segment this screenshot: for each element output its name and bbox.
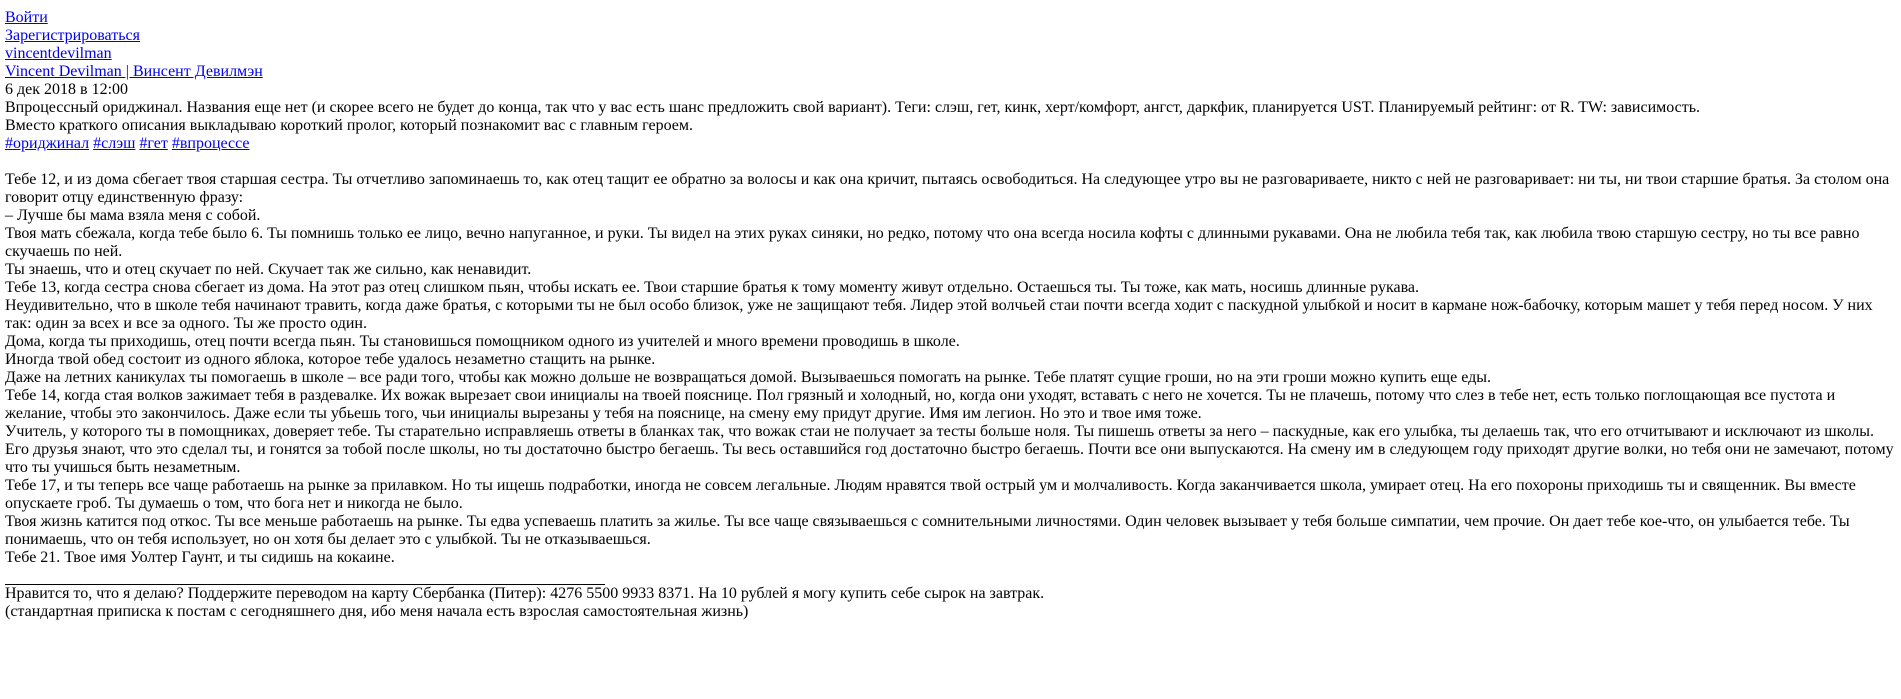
spacer <box>5 153 1895 171</box>
post-paragraph: Учитель, у которого ты в помощниках, доверяет тебе. Ты старательно исправляешь ответы в бланках так, что вожак стаи не получает за тесты больше ноля. Ты пишешь ответы за него – паскудные, как его улыбка, ты делаешь так, что его отчитывают и исключают из школы. Его друзья знают, что это сделал ты, и гонятся за тобой после школы, но ты достаточно быстро бегаешь. Ты весь оставшийся год достаточно быстро бегаешь. Почти все они выпускаются. На смену им в следующем году приходят другие волки, но тебя они не замечают, потому что ты учишься быть незаметным. <box>5 423 1894 476</box>
post-paragraph: Тебе 17, и ты теперь все чаще работаешь на рынке за прилавком. Но ты ищешь подработки, иногда не совсем легальные. Людям нравятся твой острый ум и молчаливость. Когда заканчивается школа, умирает отец. На его похороны приходишь ты и священник. Вы вместе опускаете гроб. Ты думаешь о том, что бога нет и никогда не было. <box>5 477 1856 512</box>
post-paragraph: Даже на летних каникулах ты помогаешь в школе – все ради того, чтобы как можно дольше не возвращаться домой. Вызываешься помогать на рынке. Тебе платят сущие гроши, но на эти гроши можно купить еще еды. <box>5 369 1491 386</box>
post-paragraph: – Лучше бы мама взяла меня с собой. <box>5 207 261 224</box>
post-intro-prologue: Вместо краткого описания выкладываю короткий пролог, который познакомит вас с главным героем. <box>5 117 694 134</box>
post-paragraph: Тебе 13, когда сестра снова сбегает из дома. На этот раз отец слишком пьян, чтобы искать ее. Твои старшие братья к тому моменту живут отдельно. Остаешься ты. Ты тоже, как мать, носишь длинные рукава. <box>5 279 1420 296</box>
donation-note: Нравится то, что я делаю? Поддержите переводом на карту Сбербанка (Питер): 4276 5500 9933 8371. На 10 рублей я могу купить себе сырок на завтрак. <box>5 585 1045 602</box>
author-display-name-link[interactable]: Vincent Devilman | Винсент Девилмэн <box>5 63 263 80</box>
author-username-link[interactable]: vincentdevilman <box>5 45 112 62</box>
register-link[interactable]: Зарегистрироваться <box>5 27 140 44</box>
post-paragraph: Ты знаешь, что и отец скучает по ней. Скучает так же сильно, как ненавидит. <box>5 261 532 278</box>
post-paragraph: Твоя мать сбежала, когда тебе было 6. Ты помнишь только ее лицо, вечно напуганное, и руки. Ты видел на этих руках синяки, но редко, потому что она всегда носила кофты с длинными рукавами. Она не любила тебя так, как любила твою старшую сестру, но ты все равно скучаешь по ней. <box>5 225 1860 260</box>
post-paragraph: Твоя жизнь катится под откос. Ты все меньше работаешь на рынке. Ты едва успеваешь платить за жилье. Ты все чаще связываешься с сомнительными личностями. Один человек вызывает у тебя больше симпатии, чем прочие. Он дает тебе кое-что, он улыбается тебе. Ты понимаешь, что он тебя использует, но он хотя бы делает это с улыбкой. Ты не отказываешься. <box>5 513 1850 548</box>
post-paragraph: Тебе 21. Твое имя Уолтер Гаунт, и ты сидишь на кокаине. <box>5 549 395 566</box>
tag-list <box>5 135 1895 153</box>
login-link[interactable]: Войти <box>5 9 48 26</box>
post-paragraph: Тебе 12, и из дома сбегает твоя старшая сестра. Ты отчетливо запоминаешь то, как отец тащит ее обратно за волосы и как она кричит, пытаясь освободиться. На следующее утро вы не разговариваете, никто с ней не разговаривает: ни ты, ни твои старшие братья. За столом она говорит отцу единственную фразу: <box>5 171 1890 206</box>
tag-link-slash[interactable]: #слэш <box>93 135 136 152</box>
post-paragraph: Тебе 14, когда стая волков зажимает тебя в раздевалке. Их вожак вырезает свои инициалы на твоей пояснице. Пол грязный и холодный, но, когда они уходят, вставать с него не хочется. Ты не плачешь, потому что слез в тебе нет, есть только поглощающая все пустота и желание, чтобы это закончилось. Даже если ты убьешь того, чьи инициалы вырезаны у тебя на пояснице, на смену ему придут другие. Имя им легион. Но это и твое имя тоже. <box>5 387 1836 422</box>
page <box>5 9 1895 621</box>
tag-link-het[interactable]: #гет <box>139 135 168 152</box>
post-paragraph: Дома, когда ты приходишь, отец почти всегда пьян. Ты становишься помощником одного из учителей и много времени проводишь в школе. <box>5 333 960 350</box>
tag-link-in-progress[interactable]: #впроцессе <box>171 135 250 152</box>
post-date: 6 дек 2018 в 12:00 <box>5 81 129 98</box>
post-paragraph: Неудивительно, что в школе тебя начинают травить, когда даже братья, с которыми ты не был особо близок, уже не защищают тебя. Лидер этой волчьей стаи почти всегда ходит с паскудной улыбкой и носит в кармане нож-бабочку, которым машет у тебя перед носом. У них так: один за всех и все за одного. Ты же просто один. <box>5 297 1873 332</box>
tag-link-original[interactable]: #ориджинал <box>5 135 90 152</box>
post-body <box>5 171 1895 567</box>
post-paragraph: Иногда твой обед состоит из одного яблока, которое тебе удалось незаметно стащить на рынке. <box>5 351 656 368</box>
donation-disclaimer: (стандартная приписка к постам с сегодняшнего дня, ибо меня начала есть взрослая самостоятельная жизнь) <box>5 603 749 620</box>
post-intro: Впроцессный ориджинал. Названия еще нет (и скорее всего не будет до конца, так что у вас есть шанс предложить свой вариант). Теги: слэш, гет, кинк, херт/комфорт, ангст, даркфик, планируется UST. Планируемый рейтинг: от R. TW: зависимость. <box>5 99 1701 116</box>
